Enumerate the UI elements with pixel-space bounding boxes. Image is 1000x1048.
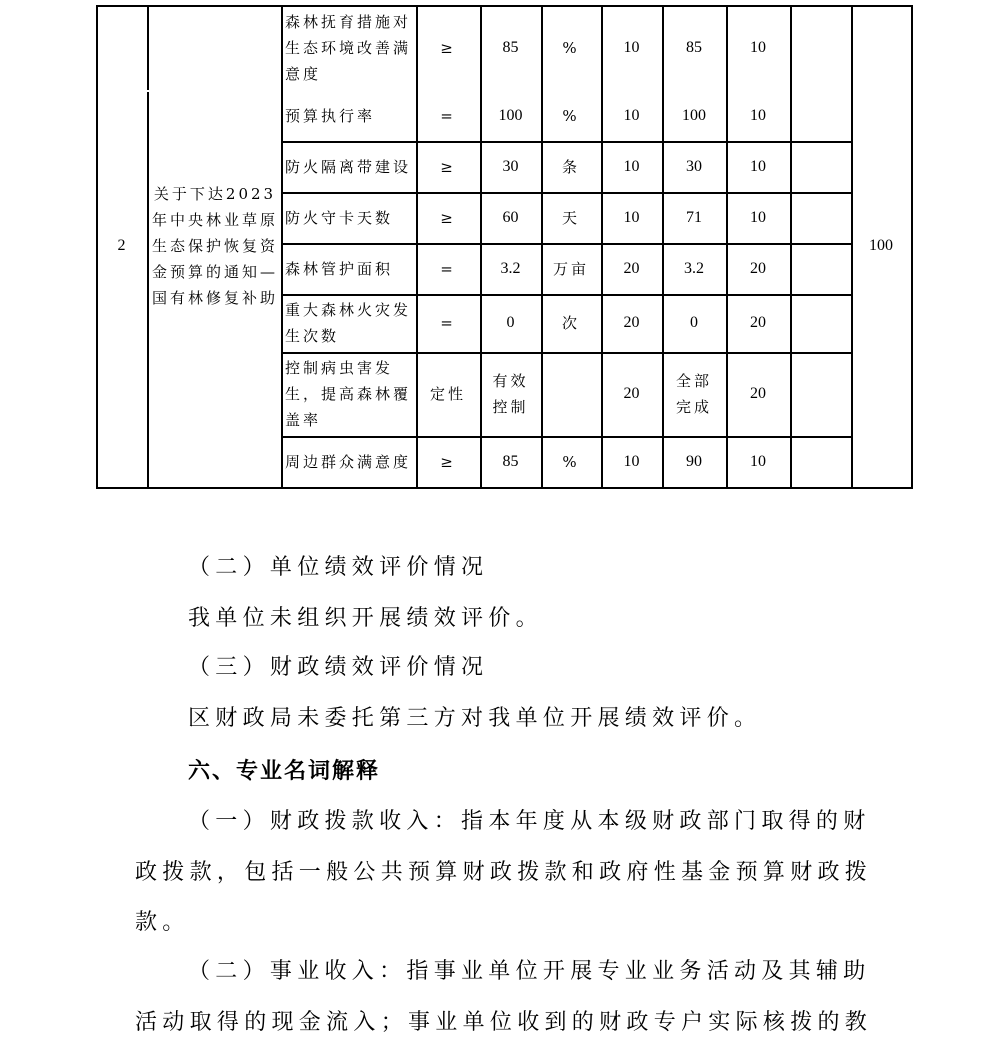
unit-cell — [541, 352, 601, 436]
weight-cell — [601, 90, 662, 141]
operator-cell — [416, 5, 480, 90]
target-value-cell — [480, 5, 541, 90]
performance-table — [0, 0, 1000, 500]
actual-value-cell — [662, 90, 726, 141]
operator-cell — [416, 90, 480, 141]
indicator-name-cell-text: 周边群众满意度 — [285, 452, 412, 471]
score-cell-text: 20 — [750, 385, 766, 402]
weight-cell-text: 10 — [623, 106, 640, 124]
section-heading-text: （二）单位绩效评价情况 — [188, 555, 489, 580]
section-heading-text: （三）财政绩效评价情况 — [188, 655, 489, 680]
actual-value-cell-text: 100 — [682, 106, 706, 124]
weight-cell — [601, 192, 662, 243]
term-label: （一）财政拨款收入： — [188, 809, 462, 834]
row-index-cell-text: 2 — [117, 237, 126, 254]
actual-value-cell — [662, 5, 726, 90]
operator-cell — [416, 436, 480, 487]
actual-value-cell — [662, 294, 726, 352]
indicator-name-cell-text: 预算执行率 — [285, 106, 376, 125]
unit-cell-text: 天 — [561, 208, 580, 227]
score-cell — [726, 243, 790, 294]
note-cell — [790, 5, 851, 90]
section-heading-unit-evaluation — [135, 543, 880, 594]
weight-cell — [601, 141, 662, 192]
note-cell — [790, 141, 851, 192]
score-cell-text: 10 — [750, 157, 766, 175]
weight-cell — [601, 243, 662, 294]
term-definition: 指本年度从本级财政部门取得的财政拨款，包括一般公共预算财政拨款和政府性基金预算财政拨款。 — [135, 809, 873, 935]
unit-cell — [541, 141, 601, 192]
chapter-heading-terms — [135, 746, 880, 797]
target-value-cell-text: 3.2 — [500, 259, 521, 277]
operator-cell — [416, 141, 480, 192]
operator-cell-text: = — [440, 259, 456, 278]
actual-value-cell-text: 0 — [690, 314, 698, 331]
unit-cell — [541, 5, 601, 90]
indicator-name-cell — [281, 294, 416, 352]
target-value-cell — [480, 352, 541, 436]
operator-cell — [416, 352, 480, 436]
actual-value-cell — [662, 192, 726, 243]
score-cell — [726, 192, 790, 243]
operator-cell-text: ≥ — [440, 452, 456, 471]
target-value-cell — [480, 90, 541, 141]
total-score-cell — [851, 5, 911, 487]
paragraph-text: 我单位未组织开展绩效评价。 — [188, 606, 543, 631]
unit-cell-text: % — [562, 106, 580, 125]
operator-cell-text: ≥ — [440, 208, 456, 227]
score-cell-text: 20 — [750, 259, 766, 277]
weight-cell — [601, 5, 662, 90]
weight-cell-text: 10 — [623, 452, 640, 470]
actual-value-cell-text: 90 — [686, 452, 702, 470]
operator-cell-text: ≥ — [440, 38, 456, 57]
project-name-cell — [150, 5, 280, 487]
actual-value-cell-text: 30 — [686, 157, 702, 175]
weight-cell — [601, 352, 662, 436]
unit-cell-text: % — [562, 38, 580, 57]
score-cell-text: 20 — [750, 314, 766, 331]
indicator-name-cell-text: 防火守卡天数 — [285, 208, 394, 227]
term-label: （二）事业收入： — [188, 959, 407, 984]
indicator-name-cell — [281, 141, 416, 192]
target-value-cell — [480, 243, 541, 294]
indicator-name-cell-text: 森林抚育措施对生态环境改善满意度 — [285, 12, 412, 83]
score-cell-text: 10 — [750, 106, 766, 124]
unit-cell-text: 万亩 — [552, 259, 589, 278]
operator-cell-text: = — [440, 106, 456, 125]
score-cell — [726, 294, 790, 352]
score-cell-text: 10 — [750, 38, 766, 56]
target-value-cell-text: 85 — [502, 452, 519, 470]
target-value-cell — [480, 192, 541, 243]
column-line — [147, 7, 149, 90]
note-cell — [790, 352, 851, 436]
term-definition: 指事业单位开展专业业务活动及其辅助活动取得的现金流入；事业单位收到的财政专户实际核拨的教 — [135, 959, 873, 1035]
operator-cell-text: = — [440, 314, 456, 332]
indicator-name-cell-text: 防火隔离带建设 — [285, 157, 412, 176]
table-border-side — [911, 5, 913, 489]
target-value-cell-text: 30 — [502, 157, 519, 175]
section-heading-finance-evaluation — [135, 643, 880, 694]
weight-cell-text: 20 — [623, 314, 640, 331]
unit-cell — [541, 436, 601, 487]
actual-value-cell — [662, 243, 726, 294]
unit-cell-text: % — [562, 452, 580, 471]
note-cell — [790, 436, 851, 487]
unit-cell-text: 次 — [561, 314, 580, 332]
unit-cell — [541, 192, 601, 243]
note-cell — [790, 192, 851, 243]
total-score-cell-text: 100 — [869, 237, 893, 254]
indicator-name-cell — [281, 352, 416, 436]
operator-cell — [416, 243, 480, 294]
note-cell — [790, 294, 851, 352]
score-cell — [726, 141, 790, 192]
actual-value-cell-text: 全部完成 — [675, 372, 712, 416]
score-cell — [726, 352, 790, 436]
weight-cell-text: 20 — [623, 385, 640, 402]
unit-cell — [541, 90, 601, 141]
score-cell-text: 10 — [750, 208, 766, 226]
actual-value-cell — [662, 352, 726, 436]
actual-value-cell — [662, 141, 726, 192]
score-cell-text: 10 — [750, 452, 766, 470]
indicator-name-cell-text: 控制病虫害发生，提高森林覆盖率 — [285, 359, 412, 429]
target-value-cell-text: 有效控制 — [492, 372, 529, 416]
score-cell — [726, 90, 790, 141]
chapter-heading-text: 六、专业名词解释 — [188, 758, 381, 784]
note-cell — [790, 90, 851, 141]
actual-value-cell-text: 71 — [686, 208, 702, 226]
operator-cell — [416, 192, 480, 243]
term-business-income — [135, 947, 880, 1048]
weight-cell-text: 10 — [623, 157, 640, 175]
indicator-name-cell — [281, 90, 416, 141]
column-line — [147, 92, 149, 487]
project-name-cell-text: 关于下达2023年中央林业草原生态保护恢复资金预算的通知—国有林修复补助 — [152, 185, 279, 307]
unit-cell-text: 条 — [561, 157, 580, 176]
actual-value-cell — [662, 436, 726, 487]
weight-cell-text: 20 — [623, 259, 640, 277]
target-value-cell — [480, 141, 541, 192]
target-value-cell — [480, 436, 541, 487]
unit-cell — [541, 243, 601, 294]
operator-cell-text: 定性 — [429, 385, 466, 403]
score-cell — [726, 436, 790, 487]
weight-cell — [601, 294, 662, 352]
indicator-name-cell — [281, 5, 416, 90]
target-value-cell-text: 60 — [502, 208, 519, 226]
actual-value-cell-text: 3.2 — [684, 259, 704, 277]
indicator-name-cell — [281, 192, 416, 243]
target-value-cell-text: 100 — [498, 106, 523, 124]
note-cell — [790, 243, 851, 294]
actual-value-cell-text: 85 — [686, 38, 702, 56]
operator-cell-text: ≥ — [440, 157, 456, 176]
term-fiscal-appropriation — [135, 797, 880, 949]
weight-cell-text: 10 — [623, 38, 640, 56]
target-value-cell-text: 0 — [506, 314, 515, 331]
target-value-cell-text: 85 — [502, 38, 519, 56]
finance-evaluation-text — [135, 694, 880, 745]
indicator-name-cell-text: 森林管护面积 — [285, 259, 394, 278]
weight-cell — [601, 436, 662, 487]
score-cell — [726, 5, 790, 90]
target-value-cell — [480, 294, 541, 352]
row-index-cell — [96, 5, 147, 487]
paragraph-text: 区财政局未委托第三方对我单位开展绩效评价。 — [188, 706, 762, 731]
operator-cell — [416, 294, 480, 352]
indicator-name-cell — [281, 243, 416, 294]
unit-evaluation-text — [135, 594, 880, 645]
indicator-name-cell — [281, 436, 416, 487]
indicator-name-cell-text: 重大森林火灾发生次数 — [285, 301, 412, 345]
unit-cell — [541, 294, 601, 352]
weight-cell-text: 10 — [623, 208, 640, 226]
